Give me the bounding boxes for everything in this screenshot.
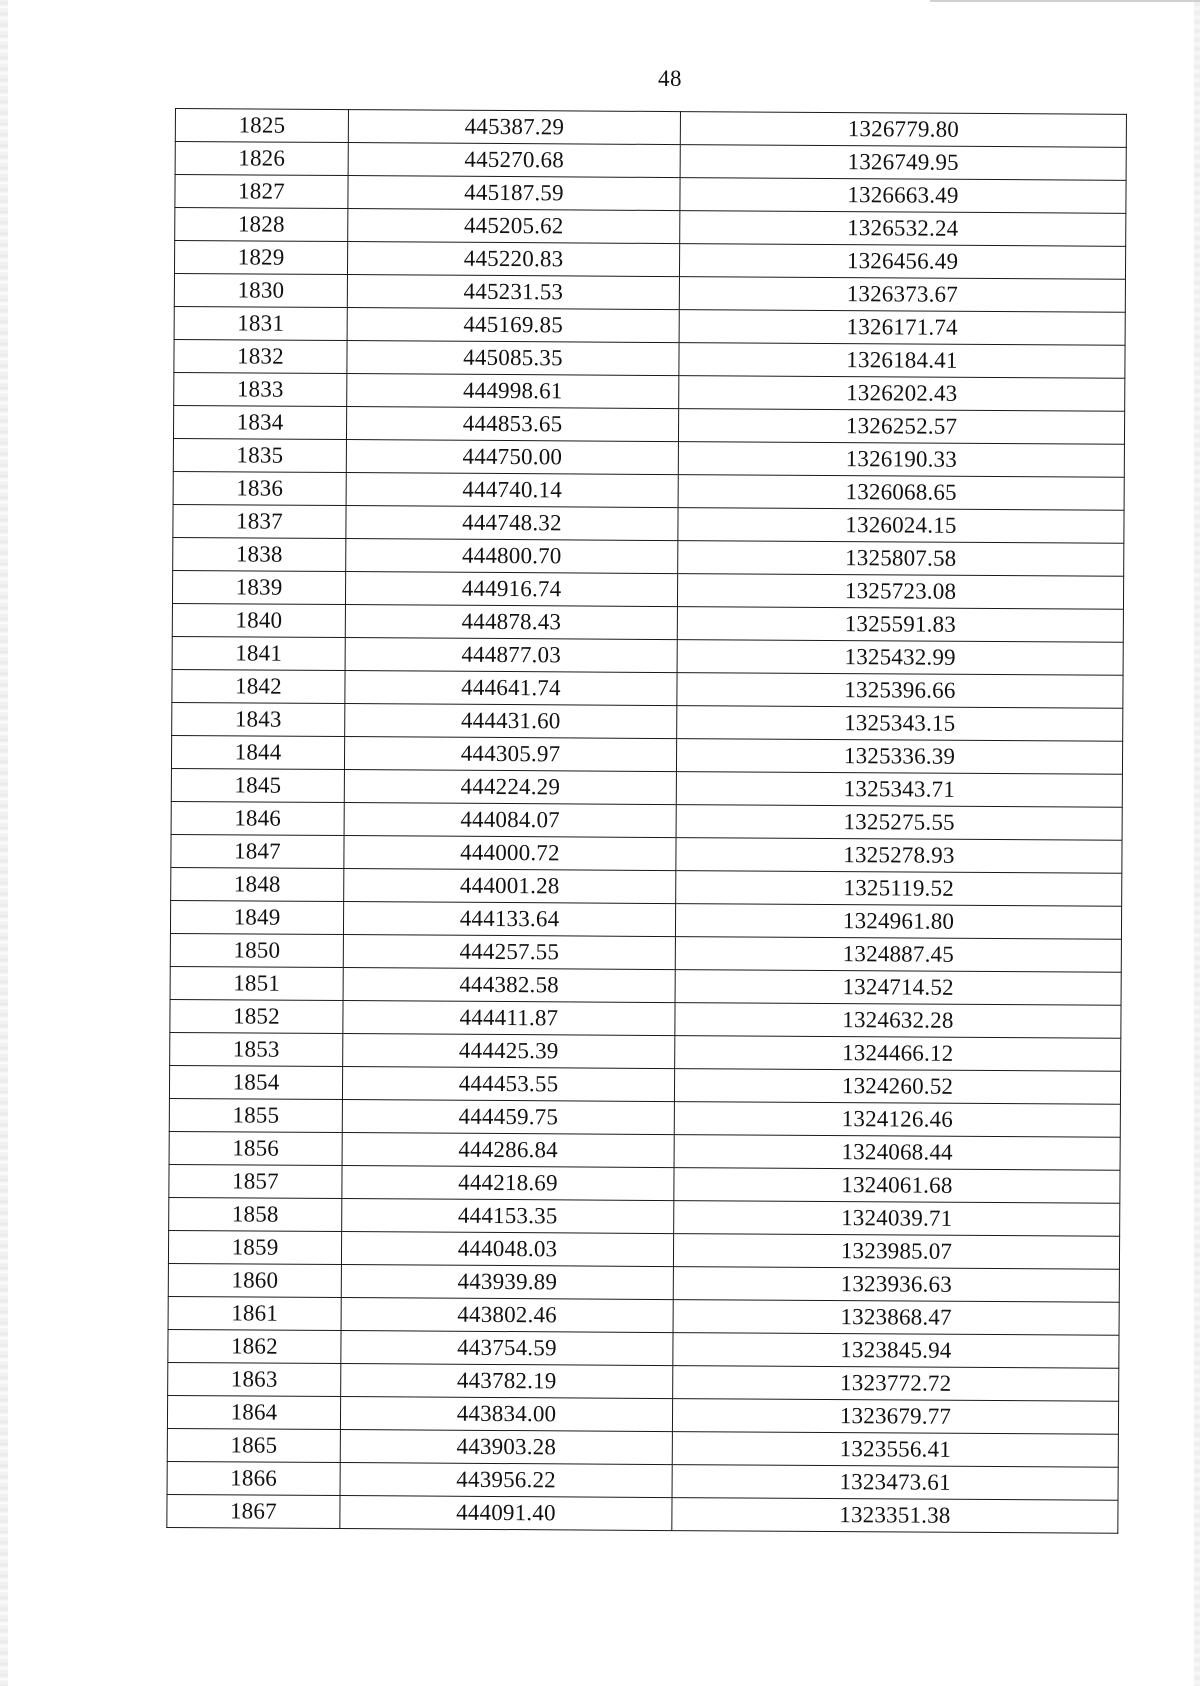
point-number-cell: 1845 — [171, 768, 344, 802]
point-number-cell: 1840 — [172, 603, 345, 637]
y-coordinate-cell: 1324126.46 — [674, 1102, 1120, 1138]
x-coordinate-cell: 445220.83 — [347, 242, 679, 277]
top-rule — [930, 0, 1200, 2]
y-coordinate-cell: 1326749.95 — [680, 145, 1126, 181]
x-coordinate-cell: 443956.22 — [340, 1463, 672, 1498]
y-coordinate-cell: 1325396.66 — [677, 673, 1123, 709]
y-coordinate-cell: 1324039.71 — [674, 1201, 1120, 1237]
x-coordinate-cell: 444286.84 — [342, 1133, 674, 1168]
point-number-cell: 1829 — [174, 241, 347, 275]
point-number-cell: 1867 — [167, 1494, 340, 1528]
x-coordinate-cell: 443903.28 — [340, 1430, 672, 1465]
x-coordinate-cell: 443754.59 — [341, 1331, 673, 1366]
x-coordinate-cell: 444224.29 — [344, 770, 676, 805]
x-coordinate-cell: 444091.40 — [340, 1496, 672, 1531]
point-number-cell: 1825 — [175, 109, 348, 143]
x-coordinate-cell: 445169.85 — [347, 308, 679, 343]
y-coordinate-cell: 1323351.38 — [672, 1498, 1118, 1534]
x-coordinate-cell: 443939.89 — [341, 1265, 673, 1300]
x-coordinate-cell: 444048.03 — [341, 1232, 673, 1267]
point-number-cell: 1850 — [170, 933, 343, 967]
x-coordinate-cell: 444740.14 — [346, 473, 678, 508]
point-number-cell: 1864 — [167, 1395, 340, 1429]
y-coordinate-cell: 1326373.67 — [679, 277, 1125, 313]
x-coordinate-cell: 443834.00 — [340, 1397, 672, 1432]
x-coordinate-cell: 444001.28 — [344, 869, 676, 904]
y-coordinate-cell: 1324961.80 — [675, 904, 1121, 940]
x-coordinate-cell: 445085.35 — [347, 341, 679, 376]
x-coordinate-cell: 444998.61 — [347, 374, 679, 409]
x-coordinate-cell: 443802.46 — [341, 1298, 673, 1333]
y-coordinate-cell: 1324061.68 — [674, 1168, 1120, 1204]
point-number-cell: 1830 — [174, 273, 347, 307]
x-coordinate-cell: 444411.87 — [343, 1001, 675, 1036]
x-coordinate-cell: 444425.39 — [343, 1034, 675, 1069]
y-coordinate-cell: 1326456.49 — [679, 244, 1125, 280]
x-coordinate-cell: 444800.70 — [346, 539, 678, 574]
point-number-cell: 1843 — [172, 702, 345, 736]
y-coordinate-cell: 1325275.55 — [676, 805, 1122, 841]
scan-edge-right — [1194, 0, 1200, 1686]
point-number-cell: 1826 — [175, 142, 348, 176]
x-coordinate-cell: 445205.62 — [348, 209, 680, 244]
y-coordinate-cell: 1323868.47 — [673, 1300, 1119, 1336]
x-coordinate-cell: 444218.69 — [342, 1166, 674, 1201]
y-coordinate-cell: 1325343.15 — [677, 706, 1123, 742]
y-coordinate-cell: 1326171.74 — [679, 310, 1125, 346]
y-coordinate-cell: 1325343.71 — [676, 772, 1122, 808]
x-coordinate-cell: 444257.55 — [343, 935, 675, 970]
point-number-cell: 1852 — [170, 999, 343, 1033]
y-coordinate-cell: 1326663.49 — [680, 178, 1126, 214]
point-number-cell: 1853 — [170, 1032, 343, 1066]
point-number-cell: 1860 — [168, 1263, 341, 1297]
point-number-cell: 1857 — [169, 1164, 342, 1198]
x-coordinate-cell: 444916.74 — [345, 572, 677, 607]
point-number-cell: 1848 — [171, 867, 344, 901]
x-coordinate-cell: 444133.64 — [343, 902, 675, 937]
point-number-cell: 1854 — [169, 1065, 342, 1099]
point-number-cell: 1837 — [173, 504, 346, 538]
point-number-cell: 1838 — [173, 537, 346, 571]
y-coordinate-cell: 1326024.15 — [678, 508, 1124, 544]
y-coordinate-cell: 1325278.93 — [676, 838, 1122, 874]
y-coordinate-cell: 1324714.52 — [675, 970, 1121, 1006]
y-coordinate-cell: 1326068.65 — [678, 475, 1124, 511]
y-coordinate-cell: 1323845.94 — [673, 1333, 1119, 1369]
y-coordinate-cell: 1325119.52 — [676, 871, 1122, 907]
point-number-cell: 1856 — [169, 1131, 342, 1165]
y-coordinate-cell: 1323679.77 — [672, 1399, 1118, 1435]
point-number-cell: 1836 — [173, 471, 346, 505]
y-coordinate-cell: 1323473.61 — [672, 1465, 1118, 1501]
point-number-cell: 1834 — [173, 405, 346, 439]
y-coordinate-cell: 1326184.41 — [679, 343, 1125, 379]
point-number-cell: 1855 — [169, 1098, 342, 1132]
x-coordinate-cell: 444000.72 — [344, 836, 676, 871]
point-number-cell: 1866 — [167, 1461, 340, 1495]
x-coordinate-cell: 444084.07 — [344, 803, 676, 838]
y-coordinate-cell: 1326532.24 — [680, 211, 1126, 247]
x-coordinate-cell: 444748.32 — [346, 506, 678, 541]
y-coordinate-cell: 1326202.43 — [679, 376, 1125, 412]
y-coordinate-cell: 1325591.83 — [677, 607, 1123, 643]
point-number-cell: 1863 — [168, 1362, 341, 1396]
y-coordinate-cell: 1325723.08 — [677, 574, 1123, 610]
y-coordinate-cell: 1323556.41 — [672, 1432, 1118, 1468]
x-coordinate-cell: 444459.75 — [342, 1100, 674, 1135]
y-coordinate-cell: 1324068.44 — [674, 1135, 1120, 1171]
x-coordinate-cell: 443782.19 — [341, 1364, 673, 1399]
x-coordinate-cell: 444877.03 — [345, 638, 677, 673]
x-coordinate-cell: 445231.53 — [347, 275, 679, 310]
point-number-cell: 1844 — [171, 735, 344, 769]
x-coordinate-cell: 444453.55 — [342, 1067, 674, 1102]
point-number-cell: 1858 — [169, 1197, 342, 1231]
point-number-cell: 1839 — [172, 570, 345, 604]
x-coordinate-cell: 445187.59 — [348, 176, 680, 211]
x-coordinate-cell: 444153.35 — [342, 1199, 674, 1234]
y-coordinate-cell: 1325336.39 — [676, 739, 1122, 775]
coordinate-table — [166, 108, 1127, 1534]
y-coordinate-cell: 1325807.58 — [678, 541, 1124, 577]
coordinate-table-container — [166, 108, 1137, 1534]
point-number-cell: 1842 — [172, 669, 345, 703]
x-coordinate-cell: 445270.68 — [348, 143, 680, 178]
point-number-cell: 1832 — [174, 339, 347, 373]
y-coordinate-cell: 1323772.72 — [673, 1366, 1119, 1402]
y-coordinate-cell: 1325432.99 — [677, 640, 1123, 676]
y-coordinate-cell: 1323936.63 — [673, 1267, 1119, 1303]
x-coordinate-cell: 445387.29 — [348, 110, 680, 145]
point-number-cell: 1846 — [171, 801, 344, 835]
x-coordinate-cell: 444305.97 — [344, 737, 676, 772]
y-coordinate-cell: 1324632.28 — [675, 1003, 1121, 1039]
coordinate-table-body — [167, 109, 1127, 1534]
y-coordinate-cell: 1326779.80 — [680, 112, 1126, 148]
y-coordinate-cell: 1326190.33 — [678, 442, 1124, 478]
point-number-cell: 1861 — [168, 1296, 341, 1330]
scan-edge-left — [0, 0, 8, 1686]
x-coordinate-cell: 444641.74 — [345, 671, 677, 706]
point-number-cell: 1831 — [174, 306, 347, 340]
point-number-cell: 1847 — [171, 834, 344, 868]
x-coordinate-cell: 444382.58 — [343, 968, 675, 1003]
point-number-cell: 1862 — [168, 1329, 341, 1363]
table-row — [167, 1494, 1118, 1533]
point-number-cell: 1833 — [174, 372, 347, 406]
y-coordinate-cell: 1324887.45 — [675, 937, 1121, 973]
point-number-cell: 1827 — [175, 175, 348, 209]
x-coordinate-cell: 444878.43 — [345, 605, 677, 640]
point-number-cell: 1851 — [170, 966, 343, 1000]
x-coordinate-cell: 444853.65 — [346, 407, 678, 442]
y-coordinate-cell: 1323985.07 — [673, 1234, 1119, 1270]
y-coordinate-cell: 1324466.12 — [675, 1036, 1121, 1072]
point-number-cell: 1865 — [167, 1428, 340, 1462]
x-coordinate-cell: 444750.00 — [346, 440, 678, 475]
x-coordinate-cell: 444431.60 — [345, 704, 677, 739]
y-coordinate-cell: 1324260.52 — [674, 1069, 1120, 1105]
point-number-cell: 1835 — [173, 438, 346, 472]
page-number: 48 — [658, 66, 682, 91]
point-number-cell: 1841 — [172, 636, 345, 670]
y-coordinate-cell: 1326252.57 — [678, 409, 1124, 445]
point-number-cell: 1849 — [170, 900, 343, 934]
point-number-cell: 1828 — [175, 208, 348, 242]
point-number-cell: 1859 — [168, 1230, 341, 1264]
